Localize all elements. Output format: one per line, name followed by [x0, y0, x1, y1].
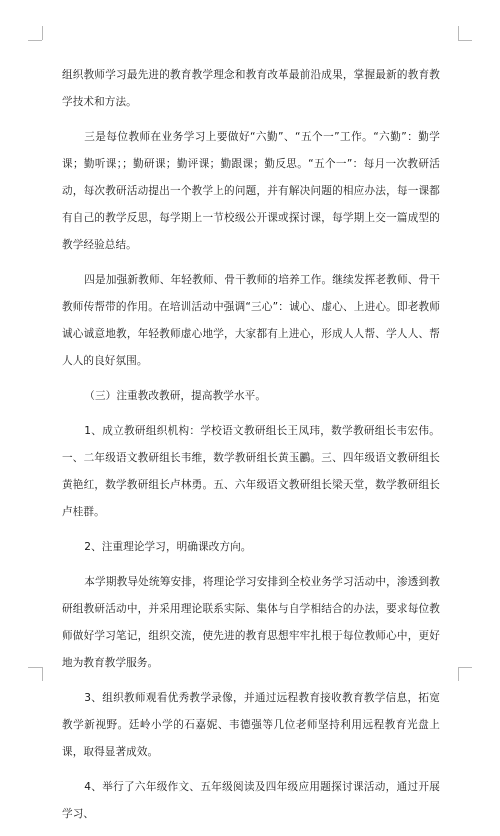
document-body: [62, 62, 440, 836]
paragraph-theory-study: 2、注重理论学习，明确课改方向。: [84, 541, 252, 553]
crop-mark-top-left-v: [42, 26, 43, 40]
crop-mark-bottom-left-v: [42, 667, 43, 681]
paragraph-video-observation: 3、组织教师观看优秀教学录像，并通过远程教育接收教育教学信息，拓宽教学新视野。廷岭小学的石嘉妮、韦德强等几位老师坚持利用远程教育光盘上课，取得显著成效。: [62, 692, 440, 758]
crop-mark-bottom-right-h: [458, 667, 472, 668]
crop-mark-top-right-h: [458, 40, 472, 41]
crop-mark-bottom-left-h: [28, 667, 42, 668]
paragraph-six-diligences: 三是每位教师在业务学习上要做好“六勤”、“五个一”工作。“六勤”：勤学课；勤听课；；勤研课；勤评课；勤跟课；勤反思。“五个一”：每月一次教研活动，每次教研活动提出一个教学上的问题，并有解决问题的相应办法，每一课都有自己的教学反思，每学期上一节校级公开课或探讨课，每学期上交一篇成型的教学经验总结。: [62, 131, 440, 251]
paragraph-continued: 组织教师学习最先进的教育教学理念和教育改革最前沿成果，掌握最新的教育教学技术和方法。: [62, 69, 440, 108]
paragraph-teacher-training: 四是加强新教师、年轻教师、骨干教师的培养工作。继续发挥老教师、骨干教师传帮带的作用。在培训活动中强调“三心”：诚心、虚心、上进心。即老教师诚心诚意地教，年轻教师虚心地学，大家都有上进心，形成人人帮、学人人、帮人人的良好氛围。: [62, 274, 440, 367]
section-heading-teaching-research: （三）注重教改教研，提高教学水平。: [84, 390, 267, 402]
crop-mark-bottom-right-v: [458, 667, 459, 681]
paragraph-research-organization: 1、成立教研组织机构：学校语文教研组长王凤玮，数学教研组长韦宏伟。一、二年级语文教研组长韦维，数学教研组长黄玉鸝。三、四年级语文教研组长黄艳红，数学教研组长卢林勇。五、六年级语文教研组长梁天堂，数学教研组长卢桂群。: [62, 425, 440, 518]
paragraph-demo-lessons: 4、举行了六年级作文、五年级阅读及四年级应用题探讨课活动，通过开展学习、: [62, 781, 440, 820]
crop-mark-top-left-h: [28, 40, 42, 41]
crop-mark-top-right-v: [458, 26, 459, 40]
paragraph-study-arrangement: 本学期教导处统筹安排，将理论学习安排到全校业务学习活动中，渗透到教研组教研活动中，并采用理论联系实际、集体与自学相结合的办法，要求每位教师做好学习笔记，组织交流，使先进的教育思想牢牢扎根于每位教师心中，更好地为教育教学服务。: [62, 576, 440, 669]
